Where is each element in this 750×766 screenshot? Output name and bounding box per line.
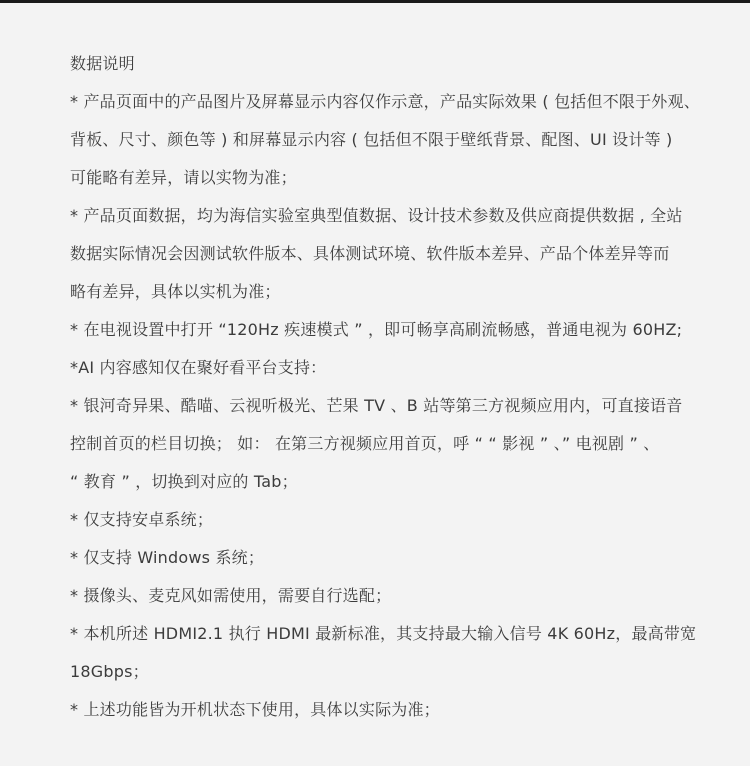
data-disclaimer-section	[70, 45, 710, 729]
disclaimer-line: 控制首页的栏目切换； 如： 在第三方视频应用首页，呼 “ “ 影视 ” 、” 电视剧 ” 、	[70, 434, 660, 453]
disclaimer-line: 背板、尺寸、颜色等 ) 和屏幕显示内容 ( 包括但不限于壁纸背景、配图、UI 设计等 )	[70, 130, 673, 149]
disclaimer-line: * 仅支持 Windows 系统；	[70, 548, 265, 567]
disclaimer-title: 数据说明	[70, 54, 135, 73]
top-divider	[0, 0, 750, 3]
disclaimer-line: * 仅支持安卓系统；	[70, 510, 214, 529]
disclaimer-line: *AI 内容感知仅在聚好看平台支持：	[70, 358, 327, 377]
disclaimer-line: 数据实际情况会因测试软件版本、具体测试环境、软件版本差异、产品个体差异等而	[70, 244, 670, 263]
disclaimer-line: * 本机所述 HDMI2.1 执行 HDMI 最新标准，其支持最大输入信号 4K 60Hz，最高带宽	[70, 624, 697, 643]
disclaimer-line: 略有差异，具体以实机为准；	[70, 282, 281, 301]
disclaimer-line: 18Gbps；	[70, 662, 149, 681]
disclaimer-line: * 银河奇异果、酷喵、云视听极光、芒果 TV 、B 站等第三方视频应用内，可直接语音	[70, 396, 683, 415]
disclaimer-line: * 在电视设置中打开 “120Hz 疾速模式 ” ，即可畅享高刷流畅感，普通电视为 60HZ;	[70, 320, 683, 339]
disclaimer-line: * 产品页面数据，均为海信实验室典型值数据、设计技术参数及供应商提供数据 , 全站	[70, 206, 683, 225]
disclaimer-line: * 摄像头、麦克风如需使用，需要自行选配；	[70, 586, 392, 605]
disclaimer-line: 可能略有差异，请以实物为准；	[70, 168, 297, 187]
disclaimer-line: * 上述功能皆为开机状态下使用，具体以实际为准；	[70, 700, 440, 719]
disclaimer-line: * 产品页面中的产品图片及屏幕显示内容仅作示意，产品实际效果 ( 包括但不限于外观、	[70, 92, 700, 111]
disclaimer-line: “ 教育 ” ，切换到对应的 Tab；	[70, 472, 298, 491]
